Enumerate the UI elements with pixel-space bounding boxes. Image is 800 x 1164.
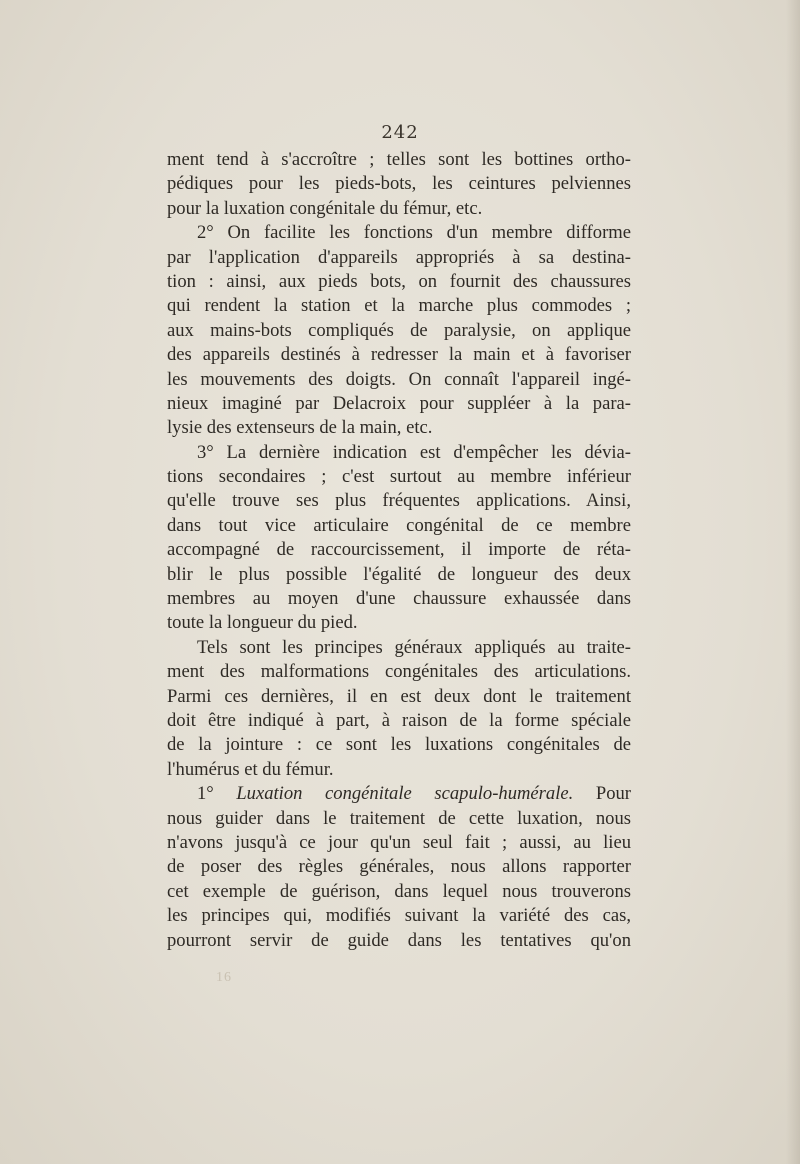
text-line: nieux imaginé par Delacroix pour suppléer à la para- (167, 392, 631, 414)
text-line: ment des malformations congénitales des articulations. (167, 661, 631, 683)
text-line: de poser des règles générales, nous allons rapporter (167, 856, 631, 878)
page-fold-shadow (786, 0, 800, 1164)
text-line: aux mains-bots compliqués de paralysie, on applique (167, 319, 631, 341)
text-line: pédiques pour les pieds-bots, les ceintures pelviennes (167, 173, 631, 195)
text-line: lysie des extenseurs de la main, etc. (167, 417, 433, 439)
text-line: n'avons jusqu'à ce jour qu'un seul fait ; aussi, au lieu (167, 831, 631, 853)
text-line: qui rendent la station et la marche plus commodes ; (167, 295, 631, 317)
text-line: qu'elle trouve ses plus fréquentes applications. Ainsi, (167, 490, 631, 512)
text-line: pour la luxation congénitale du fémur, etc. (167, 197, 483, 219)
text-line: 2° On facilite les fonctions d'un membre difforme (197, 222, 631, 244)
printer-signature-mark: 16 (216, 970, 232, 985)
text-line: blir le plus possible l'égalité de longueur des deux (167, 563, 631, 585)
text-line: accompagné de raccourcissement, il importe de réta- (167, 539, 631, 561)
text-line: les mouvements des doigts. On connaît l'appareil ingé- (167, 368, 631, 390)
text-line: 3° La dernière indication est d'empêcher les dévia- (197, 441, 631, 463)
text-line: par l'application d'appareils appropriés à sa destina- (167, 246, 631, 268)
text-line: de la jointure : ce sont les luxations congénitales de (167, 734, 631, 756)
text-line: pourront servir de guide dans les tentatives qu'on (167, 929, 631, 951)
text-line: Parmi ces dernières, il en est deux dont le traitement (167, 685, 631, 707)
text-line: tions secondaires ; c'est surtout au membre inférieur (167, 466, 631, 488)
text-line: membres au moyen d'une chaussure exhaussée dans (167, 588, 631, 610)
text-line: ment tend à s'accroître ; telles sont les bottines ortho- (167, 149, 631, 170)
text-line: nous guider dans le traitement de cette luxation, nous (167, 807, 631, 829)
text-line: doit être indiqué à part, à raison de la forme spéciale (167, 709, 631, 731)
text-line: des appareils destinés à redresser la main et à favoriser (167, 344, 631, 366)
line-suffix: Pour (573, 783, 631, 805)
page-number: 242 (381, 122, 419, 143)
text-line: les principes qui, modifiés suivant la variété des cas, (167, 905, 631, 927)
text-line (167, 782, 631, 806)
text-line: cet exemple de guérison, dans lequel nous trouverons (167, 880, 631, 902)
line-prefix: 1° (197, 783, 237, 805)
text-line: Tels sont les principes généraux appliqués au traite- (197, 636, 631, 658)
section-heading-italic: Luxation congénitale scapulo-humérale. (236, 783, 574, 805)
body-text (167, 148, 631, 953)
text-line: toute la longueur du pied. (167, 612, 358, 634)
text-line: dans tout vice articulaire congénital de ce membre (167, 514, 631, 536)
text-line: l'humérus et du fémur. (167, 758, 334, 780)
text-line: tion : ainsi, aux pieds bots, on fournit des chaussures (167, 270, 631, 292)
